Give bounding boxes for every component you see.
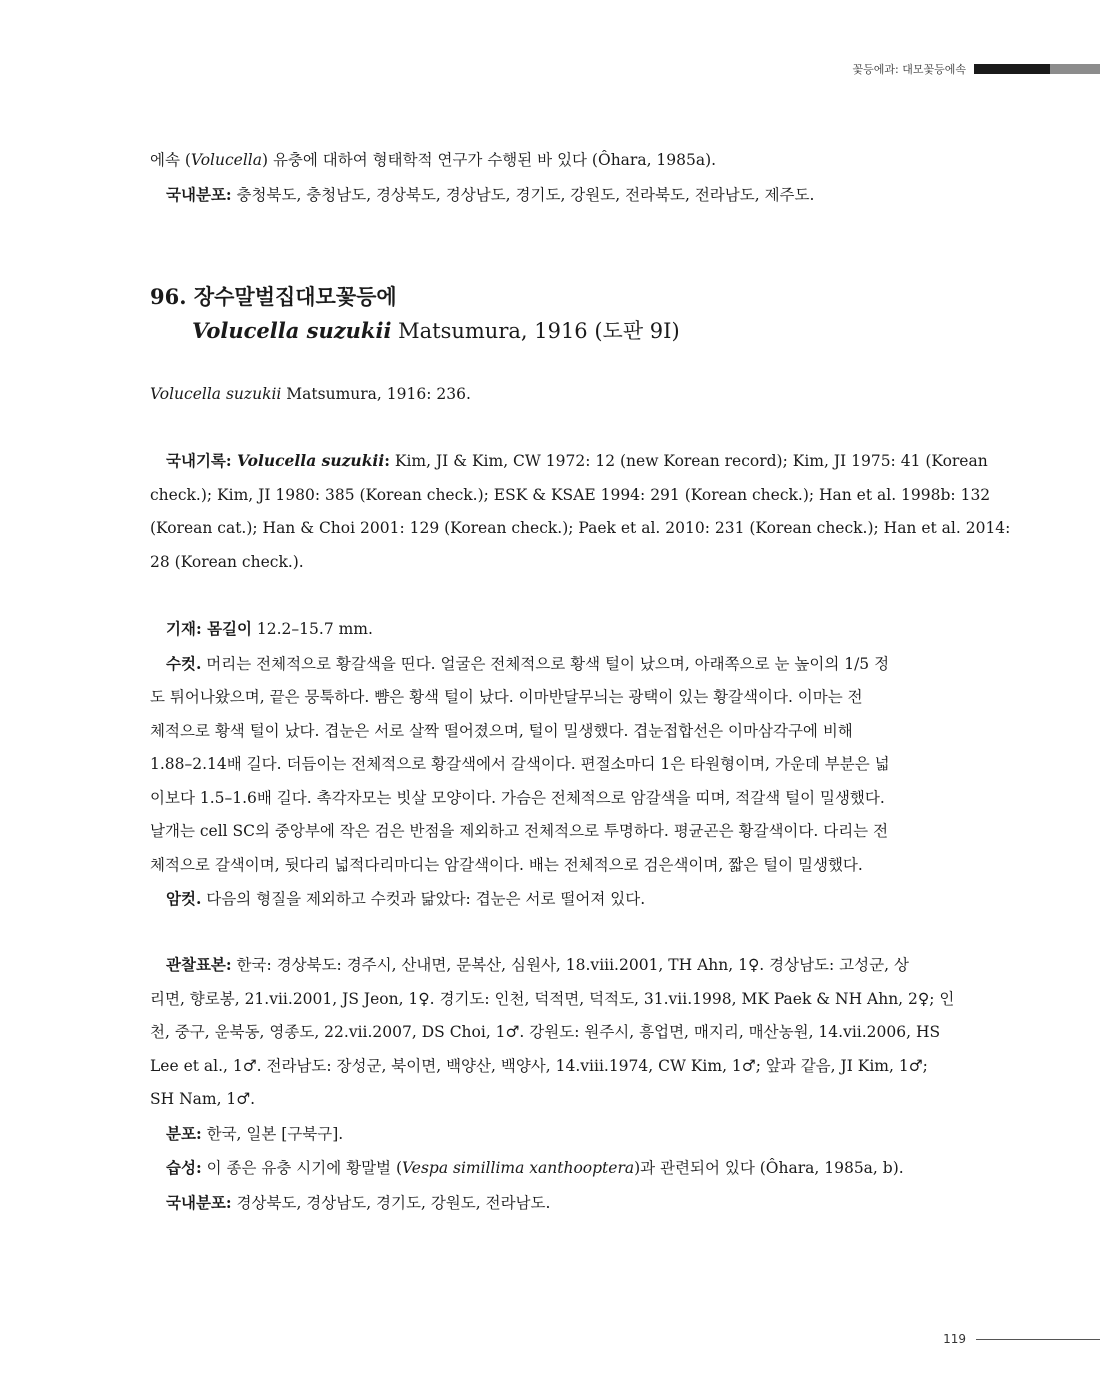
habit: 습성: 이 종은 유충 시기에 황말벌 (Vespa simillima xanthooptera)과 관련되어 있다 (Ôhara, 1985a, b). (166, 1158, 904, 1177)
page-footer (943, 1332, 1100, 1346)
female-description: 암컷. 다음의 형질을 제외하고 수컷과 닮았다: 겹눈은 서로 떨어져 있다. (166, 889, 646, 908)
running-header (853, 62, 1100, 76)
page-number: 119 (943, 1332, 966, 1346)
intro-line: 에속 (Volucella) 유충에 대하여 형태학적 연구가 수행된 바 있다 (Ôhara, 1985a). (150, 151, 717, 169)
specimens-section: 관찰표본: 한국: 경상북도: 경주시, 산내면, 문복산, 심원사, 18.viii.2001, TH Ahn, 1♀. 경상남도: 고성군, 상 리면, 향로봉, 21.vii.2001, JS Jeon, 1♀. 경기도: 인천, 덕적면, 덕적도, 31.vii.1998, MK Paek & NH Ahn, 2♀; 인 천, 중구, 운북동, 영종도, 22.vii.2007, DS Choi, 1♂. 강원도: 원주시, 흥업면, 매지리, 매산농원, 14.vii.2006, HS Lee et al., 1♂. 전라남도: 장성군, 북이면, 백양산, 백양사, 14.viii.1974, CW Kim, 1♂; 앞과 같음, JI Kim, 1♂; SH Nam, 1♂. 분포: 한국, 일본 [구북구]. 습성: 이 종은 유충 시기에 황말벌 (Vespa simillima xanthooptera)과 관련되어 있다 (Ôhara, 1985a, b). 국내분포: 경상북도, 경상남도, 경기도, 강원도, 전라남도. (150, 948, 976, 1220)
male-description: 수컷. 머리는 전체적으로 황갈색을 띤다. 얼굴은 전체적으로 황색 털이 났으며, 아래쪽으로 눈 높이의 1/5 정 (166, 653, 890, 673)
specimens: 관찰표본: 한국: 경상북도: 경주시, 산내면, 문복산, 심원사, 18.viii.2001, TH Ahn, 1♀. 경상남도: 고성군, 상 (166, 955, 909, 974)
original-citation: Volucella suzukii Matsumura, 1916: 236. (150, 385, 471, 403)
species-korean-name: 96. 장수말벌집대모꽃등에 (150, 284, 397, 309)
korean-records: 국내기록: Volucella suzukii: Kim, JI & Kim, CW 1972: 12 (new Korean record); Kim, JI 1975: 41 (Korean check.); Kim, JI 1980: 385 (Korean check.); ESK & KSAE 1994: 291 (Korean check.); Han et al. 1998b: 132 (Korean cat.); Han & Choi 2001: 129 (Korean check.); Paek et al. 2010: 231 (Korean check.); Han et al. 2014: 28 (Korean check.). (150, 451, 1011, 571)
footer-rule (976, 1339, 1100, 1340)
intro-section (150, 144, 976, 212)
running-header-title: 꽃등에과: 대모꽃등에속 (852, 63, 966, 76)
intro-distribution: 국내분포: 충청북도, 충청남도, 경상북도, 경상남도, 경기도, 강원도, 전라북도, 전라남도, 제주도. (166, 184, 815, 204)
korean-distribution: 국내분포: 경상북도, 경상남도, 경기도, 강원도, 전라남도. (166, 1192, 551, 1212)
description: 기재: 몸길이 12.2–15.7 mm. 수컷. 머리는 전체적으로 황갈색을 띤다. 얼굴은 전체적으로 황색 털이 났으며, 아래쪽으로 눈 높이의 1/5 정 도 튀어나왔으며, 끝은 뭉툭하다. 뺨은 황색 털이 났다. 이마반달무늬는 광택이 있는 황갈색이다. 이마는 전 체적으로 황색 털이 났다. 겹눈은 서로 살짝 떨어졌으며, 털이 밀생했다. 겹눈접합선은 이마삼각구에 비해 1.88–2.14배 길다. 더듬이는 전체적으로 황갈색에서 갈색이다. 편절소마디 1은 타원형이며, 가운데 부분은 넓 이보다 1.5–1.6배 길다. 촉각자모는 빗살 모양이다. 가슴은 전체적으로 암갈색을 띠며, 적갈색 털이 밀생했다. 날개는 cell SC의 중앙부에 작은 검은 반점을 제외하고 전체적으로 투명하다. 평균곤은 황갈색이다. 다리는 전 체적으로 갈색이며, 뒷다리 넓적다리마디는 암갈색이다. 배는 전체적으로 검은색이며, 짧은 털이 밀생했다. 암컷. 다음의 형질을 제외하고 수컷과 닮았다: 겹눈은 서로 떨어져 있다. (150, 612, 976, 917)
species-heading (150, 280, 680, 348)
header-bar-dark (974, 64, 1050, 74)
distribution: 분포: 한국, 일본 [구북구]. (166, 1123, 344, 1143)
species-scientific-name: Volucella suzukii Matsumura, 1916 (도판 9I) (192, 318, 680, 343)
header-bar-grey (1050, 64, 1100, 74)
body-length: 기재: 몸길이 12.2–15.7 mm. (166, 619, 373, 638)
